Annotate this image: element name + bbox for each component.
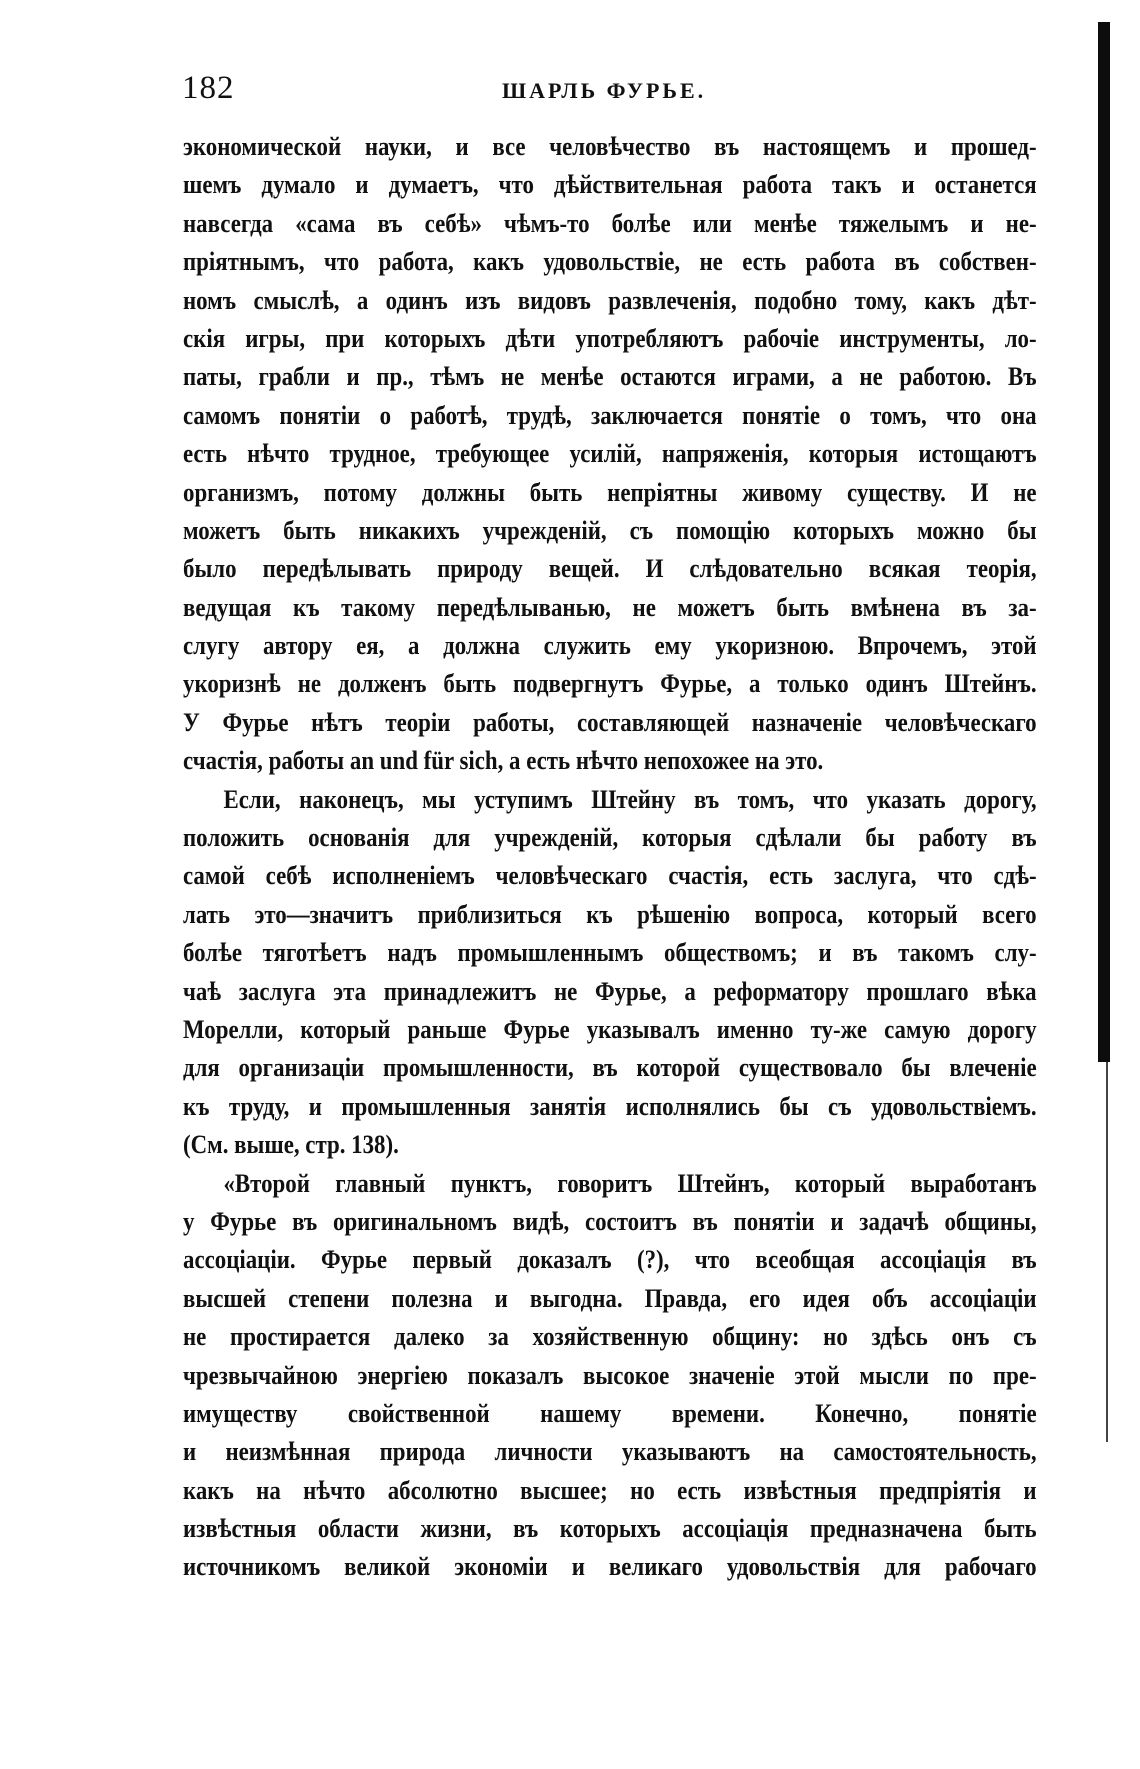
text-line: болѣе тяготѣетъ надъ промышленнымъ обществомъ; и въ такомъ слу- [183,938,1037,968]
text-line: и неизмѣнная природа личности указываютъ на самостоятельность, [183,1437,1037,1467]
text-line: организмъ, потому должны быть непріятны живому существу. И не [183,477,1037,507]
text-line: экономической науки, и все человѣчество въ настоящемъ и прошед- [183,132,1037,161]
text-line: положить основанія для учрежденій, которыя сдѣлали бы работу въ [183,823,1037,853]
text-line: чаѣ заслуга эта принадлежитъ не Фурье, а реформатору прошлаго вѣка [183,976,1037,1006]
text-line: къ труду, и промышленныя занятія исполнялись бы съ удовольствіемъ. [183,1091,1037,1121]
text-line: паты, грабли и пр., тѣмъ не менѣе остаются играми, а не работою. Въ [183,362,1037,392]
text-line: высшей степени полезна и выгодна. Правда, его идея объ ассоціаціи [183,1283,1037,1313]
text-line: ведущая къ такому передѣлыванью, не можетъ быть вмѣнена въ за- [183,592,1037,622]
text-line: имуществу свойственной нашему времени. Конечно, понятіе [183,1398,1037,1428]
page-number: 182 [182,70,235,106]
text-line: У Фурье нѣтъ теоріи работы, составляющей назначеніе человѣческаго [183,707,1037,737]
text-line: самомъ понятіи о работѣ, трудѣ, заключается понятіе о томъ, что она [183,400,1037,430]
text-line: скія игры, при которыхъ дѣти употребляютъ рабочіе инструменты, ло- [183,323,1037,353]
running-title: ШАРЛЬ ФУРЬЕ. [502,78,707,103]
text-line: счастія, работы an und für sich, а есть нѣчто непохожее на это. [183,746,824,776]
text-line: пріятнымъ, что работа, какъ удовольствіе, не есть работа въ собствен- [183,247,1037,277]
text-line: лать это—значитъ приблизиться къ рѣшенію вопроса, который всего [183,899,1037,929]
body-text [183,128,1037,1587]
text-line: шемъ думало и думаетъ, что дѣйствительная работа такъ и останется [183,170,1037,200]
text-line: извѣстныя области жизни, въ которыхъ ассоціація предназначена быть [183,1514,1037,1544]
text-line: Морелли, который раньше Фурье указывалъ именно ту-же самую дорогу [183,1014,1037,1044]
text-line: слугу автору ея, а должна служить ему укоризною. Впрочемъ, этой [183,631,1037,661]
text-line: не простирается далеко за хозяйственную общину: но здѣсь онъ съ [183,1322,1037,1352]
text-line: укоризнѣ не долженъ быть подвергнутъ Фурье, а только одинъ Штейнъ. [183,669,1037,699]
text-line: навсегда «сама въ себѣ» чѣмъ-то болѣе или менѣе тяжелымъ и не- [183,208,1037,238]
text-line: какъ на нѣчто абсолютно высшее; но есть извѣстныя предпріятія и [183,1475,1037,1505]
text-line: для организаціи промышленности, въ которой существовало бы влеченіе [183,1053,1037,1083]
text-line: можетъ быть никакихъ учрежденій, съ помощію которыхъ можно бы [183,515,1037,545]
text-line: есть нѣчто трудное, требующее усилій, напряженія, которыя истощаютъ [183,439,1037,469]
text-line: (См. выше, стр. 138). [183,1130,399,1160]
text-line: было передѣлывать природу вещей. И слѣдовательно всякая теорія, [183,554,1037,584]
text-line: Если, наконецъ, мы уступимъ Штейну въ томъ, что указать дорогу, [223,784,1037,814]
text-line: чрезвычайною энергіею показалъ высокое значеніе этой мысли по пре- [183,1360,1037,1390]
text-line: самой себѣ исполненіемъ человѣческаго счастія, есть заслуга, что сдѣ- [183,861,1037,891]
text-line: у Фурье въ оригинальномъ видѣ, состоитъ въ понятіи и задачѣ общины, [183,1206,1037,1236]
text-line: источникомъ великой экономіи и великаго удовольствія для рабочаго [183,1552,1037,1582]
page-edge-line [1106,1062,1108,1442]
page-edge-shadow [1098,22,1110,1062]
text-line: ассоціаціи. Фурье первый доказалъ (?), что всеобщая ассоціація въ [183,1245,1037,1275]
text-line: номъ смыслѣ, а одинъ изъ видовъ развлеченія, подобно тому, какъ дѣт- [183,285,1037,315]
text-line: «Второй главный пунктъ, говоритъ Штейнъ, который выработанъ [223,1168,1037,1198]
